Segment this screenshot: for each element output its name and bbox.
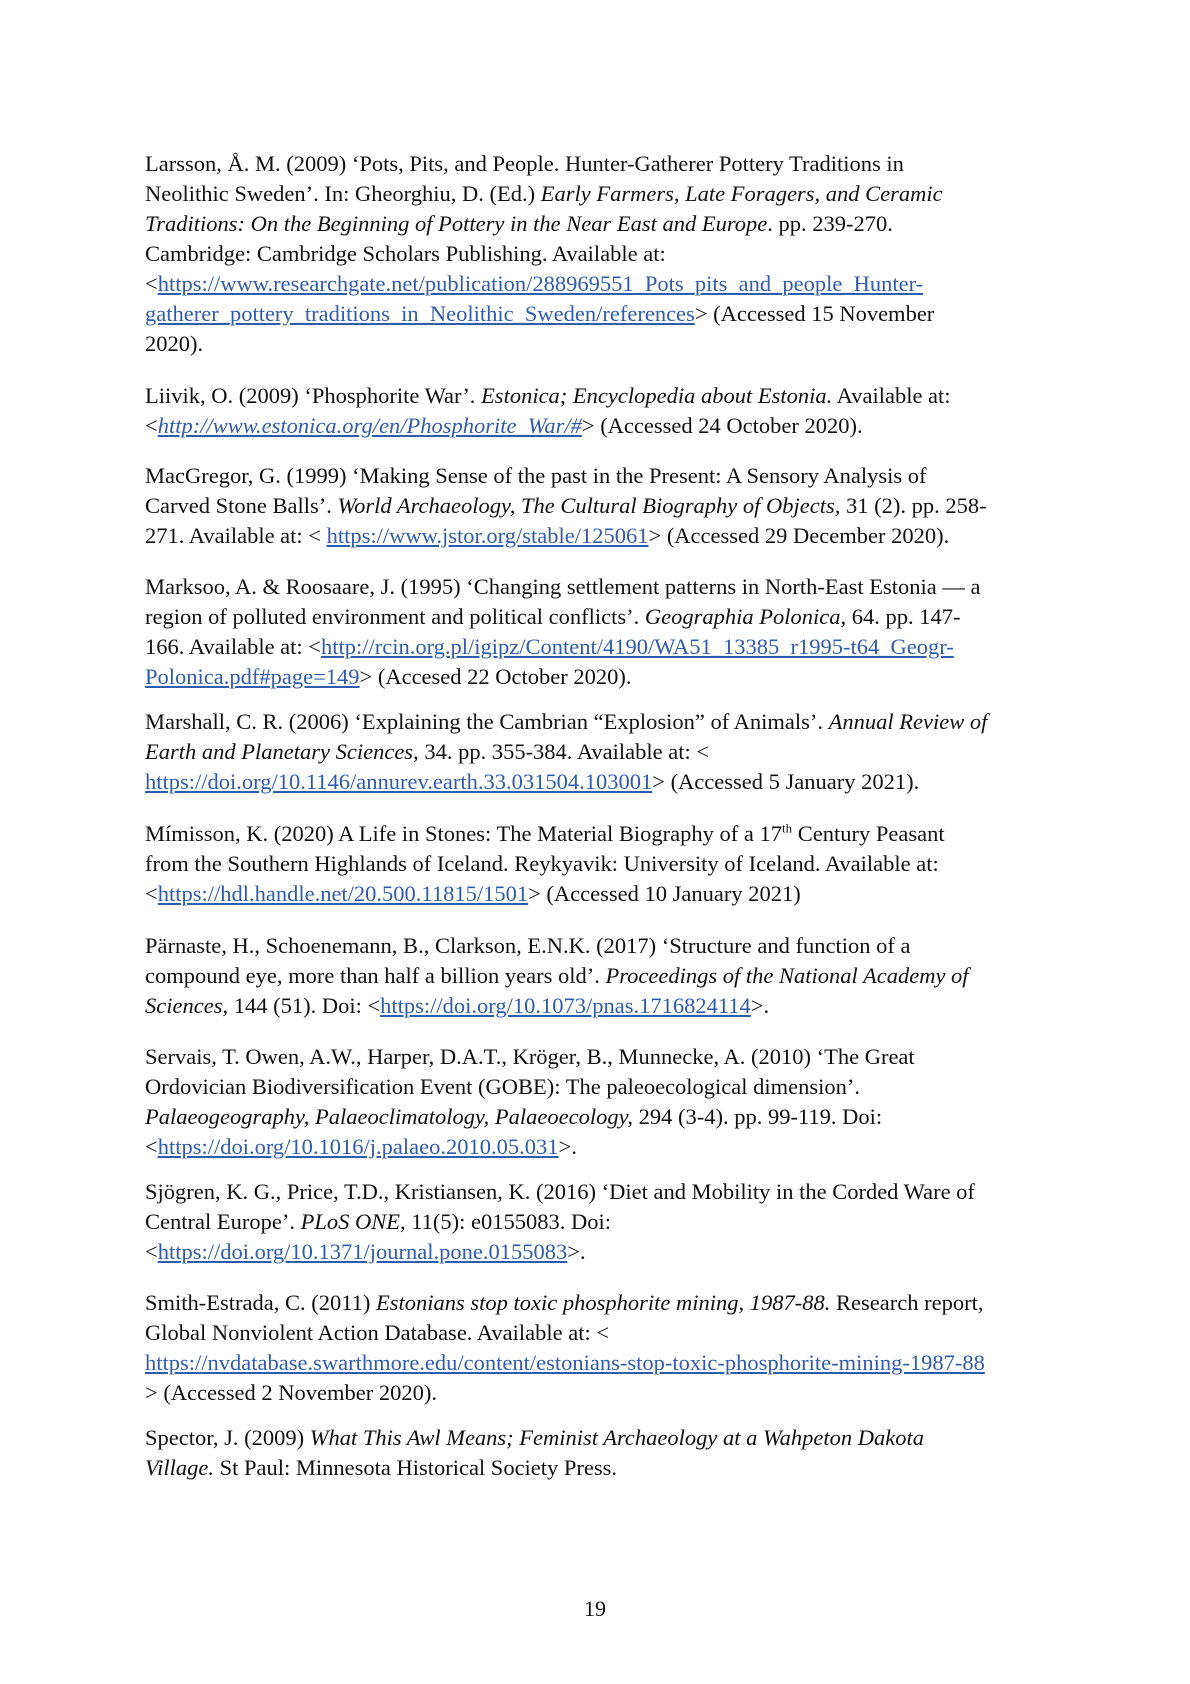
italic-title: Palaeogeography, Palaeoclimatology, Palaeoecology, [145,1104,634,1129]
reference-text: < [145,881,158,906]
reference-text: Available at: [832,383,951,408]
reference-line [145,1378,1065,1408]
reference-text: > (Accessed 15 November [694,301,935,326]
reference-text: 2020). [145,331,204,356]
reference-line [145,521,1065,551]
reference-text: 31 (2). pp. 258- [840,493,987,518]
reference-line [145,961,1065,991]
reference-text: compound eye, more than half a billion years old’. [145,963,606,988]
reference-line [145,411,1065,441]
reference-text: Pärnaste, H., Schoenemann, B., Clarkson, E.N.K. (2017) ‘Structure and function of a [145,933,911,958]
reference-entry [145,149,1065,359]
italic-title: Geographia Polonica, [644,604,847,629]
reference-text: Liivik, O. (2009) ‘Phosphorite War’. [145,383,482,408]
reference-entry [145,819,1065,909]
reference-text: < [145,413,158,438]
italic-title: Traditions: On the Beginning of Pottery in the Near East and Europe [145,211,768,236]
reference-line [145,1453,1065,1483]
reference-text: St Paul: Minnesota Historical Society Press. [213,1455,618,1480]
reference-line [145,662,1065,692]
reference-text: > (Accesed 22 October 2020). [359,664,632,689]
reference-line [145,1288,1065,1318]
reference-link[interactable]: https://doi.org/10.1016/j.palaeo.2010.05.031 [157,1134,559,1159]
reference-line [145,819,1065,849]
reference-text: . pp. 239-270. [767,211,893,236]
reference-text: < [145,1134,158,1159]
reference-text: 271. Available at: < [145,523,327,548]
reference-text: Global Nonviolent Action Database. Available at: < [145,1320,610,1345]
reference-line [145,879,1065,909]
reference-entry [145,931,1065,1021]
reference-entry [145,381,1065,441]
reference-line [145,1348,1065,1378]
reference-link[interactable]: https://www.jstor.org/stable/125061 [326,523,649,548]
reference-text: 166. Available at: < [145,634,321,659]
reference-text: > (Accessed 10 January 2021) [528,881,801,906]
reference-line [145,767,1065,797]
italic-title: PLoS ONE, [300,1209,406,1234]
reference-text: >. [750,993,770,1018]
italic-title: Estonians stop toxic phosphorite mining, 1987-88. [376,1290,831,1315]
reference-line [145,209,1065,239]
reference-text: >. [567,1239,586,1264]
reference-text: Ordovician Biodiversification Event (GOBE): The paleoecological dimension’. [145,1074,861,1099]
reference-text: Century Peasant [792,821,945,846]
reference-line [145,632,1065,662]
reference-text: 144 (51). Doi: < [228,993,381,1018]
italic-title: Earth and Planetary Sciences, [145,739,419,764]
reference-link[interactable]: http://rcin.org.pl/igipz/Content/4190/WA51_13385_r1995-t64_Geogr- [320,634,954,659]
reference-line [145,1132,1065,1162]
reference-link[interactable]: https://doi.org/10.1371/journal.pone.0155083 [157,1239,568,1264]
reference-text: < [145,1239,158,1264]
reference-link[interactable]: Polonica.pdf#page=149 [145,664,360,689]
reference-entry [145,1042,1065,1162]
reference-link[interactable]: https://hdl.handle.net/20.500.11815/1501 [157,881,529,906]
reference-text: Marksoo, A. & Roosaare, J. (1995) ‘Changing settlement patterns in North-East Estonia — a [145,574,981,599]
reference-line [145,1102,1065,1132]
reference-text: 294 (3-4). pp. 99-119. Doi: [633,1104,883,1129]
reference-line [145,329,1065,359]
reference-text: Research report, [830,1290,984,1315]
italic-title: Early Farmers, Late Foragers, and Ceramic [540,181,943,206]
reference-line [145,1318,1065,1348]
reference-text: Servais, T. Owen, A.W., Harper, D.A.T., Kröger, B., Munnecke, A. (2010) ‘The Great [145,1044,915,1069]
reference-line [145,179,1065,209]
reference-entry [145,572,1065,692]
reference-entry [145,707,1065,797]
reference-text: Mímisson, K. (2020) A Life in Stones: The Material Biography of a 17 [145,821,783,846]
italic-title: Village. [145,1455,214,1480]
reference-line [145,1072,1065,1102]
reference-line [145,239,1065,269]
reference-line [145,381,1065,411]
reference-line [145,269,1065,299]
reference-text: Neolithic Sweden’. In: Gheorghiu, D. (Ed.) [145,181,541,206]
reference-line [145,1237,1065,1267]
reference-link[interactable]: https://doi.org/10.1073/pnas.1716824114 [380,993,751,1018]
superscript: th [782,820,793,836]
reference-text: Smith-Estrada, C. (2011) [145,1290,377,1315]
reference-link[interactable]: https://nvdatabase.swarthmore.edu/content/estonians-stop-toxic-phosphorite-mining-1987-88 [145,1350,985,1375]
reference-text: from the Southern Highlands of Iceland. Reykyavik: University of Iceland. Available at: [145,851,939,876]
italic-title: World Archaeology, The Cultural Biography of Objects, [337,493,841,518]
reference-line [145,737,1065,767]
reference-text: > (Accessed 24 October 2020). [581,413,863,438]
italic-title: Estonica; Encyclopedia about Estonia. [481,383,833,408]
italic-title: What This Awl Means; Feminist Archaeology at a Wahpeton Dakota [309,1425,925,1450]
reference-text: Larsson, Å. M. (2009) ‘Pots, Pits, and People. Hunter-Gatherer Pottery Traditions in [145,151,904,176]
reference-text: > (Accessed 2 November 2020). [145,1380,437,1405]
reference-link[interactable]: gatherer_pottery_traditions_in_Neolithic_Sweden/references [145,301,695,326]
reference-link[interactable]: https://doi.org/10.1146/annurev.earth.33.031504.103001 [145,769,653,794]
reference-text: Cambridge: Cambridge Scholars Publishing. Available at: [145,241,666,266]
reference-text: < [145,271,158,296]
reference-text: 11(5): e0155083. Doi: [405,1209,611,1234]
reference-text: > (Accessed 5 January 2021). [652,769,920,794]
reference-text: Central Europe’. [145,1209,301,1234]
reference-entry [145,461,1065,551]
reference-line [145,572,1065,602]
reference-line [145,931,1065,961]
reference-text: region of polluted environment and political conflicts’. [145,604,645,629]
reference-link[interactable]: https://www.researchgate.net/publication/288969551_Pots_pits_and_people_Hunter- [157,271,924,296]
reference-line [145,461,1065,491]
reference-line [145,1177,1065,1207]
reference-line [145,1207,1065,1237]
reference-line [145,1042,1065,1072]
italic-title: Proceedings of the National Academy of [605,963,969,988]
reference-text: > (Accessed 29 December 2020). [648,523,950,548]
reference-text: 64. pp. 147- [846,604,961,629]
reference-line [145,991,1065,1021]
reference-text: 34. pp. 355-384. Available at: < [418,739,710,764]
reference-entry [145,1423,1065,1483]
italic-title: Annual Review of [828,709,988,734]
reference-line [145,491,1065,521]
reference-entry [145,1177,1065,1267]
page-number: 19 [584,1596,606,1621]
reference-text: Carved Stone Balls’. [145,493,338,518]
reference-entry [145,1288,1065,1408]
reference-text: Spector, J. (2009) [145,1425,310,1450]
reference-text: >. [558,1134,577,1159]
reference-line [145,602,1065,632]
reference-text: Sjögren, K. G., Price, T.D., Kristiansen, K. (2016) ‘Diet and Mobility in the Corded Ware of [145,1179,975,1204]
reference-link[interactable]: http://www.estonica.org/en/Phosphorite_War/# [157,413,582,438]
italic-title: Sciences, [145,993,229,1018]
reference-line [145,1423,1065,1453]
reference-line [145,707,1065,737]
reference-line [145,299,1065,329]
reference-line [145,149,1065,179]
reference-text: MacGregor, G. (1999) ‘Making Sense of the past in the Present: A Sensory Analysis of [145,463,927,488]
reference-line [145,849,1065,879]
reference-text: Marshall, C. R. (2006) ‘Explaining the Cambrian “Explosion” of Animals’. [145,709,829,734]
